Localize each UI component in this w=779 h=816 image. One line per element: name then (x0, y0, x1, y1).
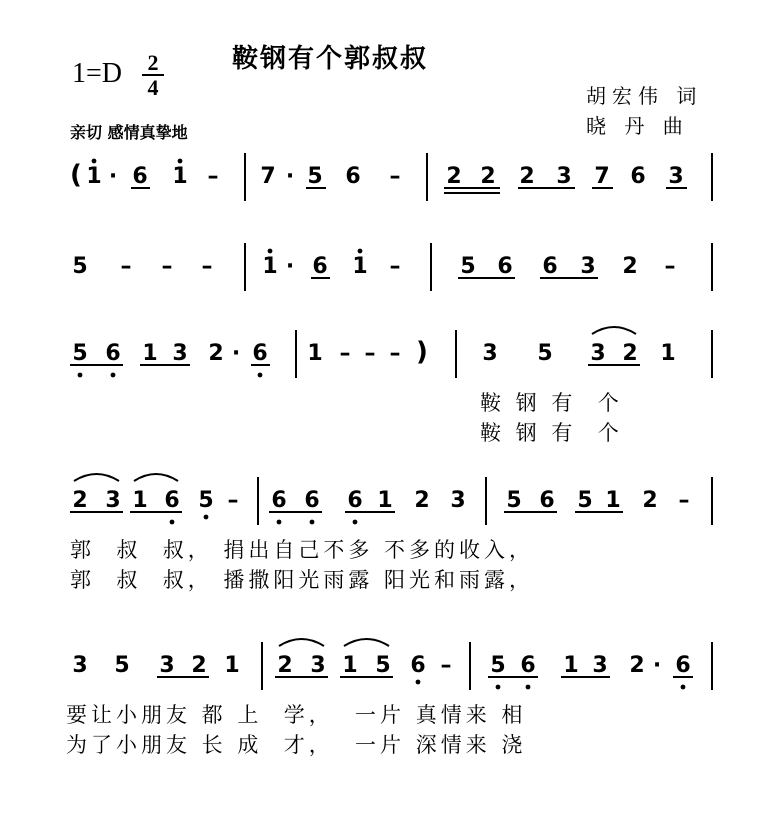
note: 1 (563, 653, 579, 678)
note: 1 (307, 341, 323, 366)
octave-dot-below (310, 520, 315, 525)
note: 2 (519, 164, 535, 189)
octave-dot-below (204, 515, 209, 520)
time-signature-top: 2 (147, 50, 159, 75)
note: 1 (342, 653, 358, 678)
note: 3 (482, 341, 498, 366)
bracket: ) (416, 337, 428, 367)
slur (74, 474, 119, 481)
slur (592, 327, 636, 334)
note: 6 (271, 488, 287, 513)
note: 5 (114, 653, 130, 678)
octave-dot-below (78, 373, 83, 378)
dash-mark: – (364, 341, 376, 366)
note: 3 (450, 488, 466, 513)
dash-mark: – (389, 341, 401, 366)
lyricist-credit: 胡宏伟 词 (586, 84, 703, 108)
octave-dot-below (681, 685, 686, 690)
note: 1 (377, 488, 393, 513)
lyric-line: 为了小朋友 长 成 才， 一片 深情来 浇 (66, 733, 527, 757)
note: 6 (630, 164, 646, 189)
note: 2 (208, 341, 224, 366)
composer-credit: 晓 丹 曲 (586, 114, 689, 138)
note: 2 (277, 653, 293, 678)
page-title: 鞍钢有个郭叔叔 (232, 44, 429, 74)
note: 3 (590, 341, 606, 366)
dot-mark: · (285, 254, 295, 279)
note: 5 (198, 488, 214, 513)
dash-mark: – (678, 488, 690, 513)
note: 5 (537, 341, 553, 366)
note: 6 (132, 164, 148, 189)
note: 2 (622, 254, 638, 279)
dot-mark: · (652, 653, 662, 678)
dash-mark: – (664, 254, 676, 279)
note: 2 (629, 653, 645, 678)
note: 1 (605, 488, 621, 513)
lyric-line: 要让小朋友 都 上 学， 一片 真情来 相 (66, 703, 527, 727)
octave-dot-below (416, 680, 421, 685)
note: 1 (172, 164, 188, 189)
note: 5 (307, 164, 323, 189)
note: 1 (224, 653, 240, 678)
note: 5 (460, 254, 476, 279)
octave-dot-below (258, 373, 263, 378)
lyric-line: 郭 叔 叔， 捐出自己不多 不多的收入， (70, 538, 535, 562)
note: 2 (622, 341, 638, 366)
octave-dot-below (170, 520, 175, 525)
octave-dot-above (92, 159, 97, 164)
note: 3 (592, 653, 608, 678)
slur (134, 474, 178, 481)
dash-mark: – (207, 164, 219, 189)
dash-mark: – (201, 254, 213, 279)
octave-dot-below (277, 520, 282, 525)
octave-dot-below (353, 520, 358, 525)
note: 5 (506, 488, 522, 513)
note: 5 (375, 653, 391, 678)
tempo-marking: 亲切 感情真挚地 (70, 123, 188, 142)
note: 1 (86, 164, 102, 189)
dash-mark: – (339, 341, 351, 366)
dash-mark: – (389, 254, 401, 279)
note: 2 (191, 653, 207, 678)
lyric-line: 郭 叔 叔， 播撒阳光雨露 阳光和雨露， (70, 568, 535, 592)
time-signature-bottom: 4 (147, 75, 159, 100)
dash-mark: – (161, 254, 173, 279)
note: 2 (480, 164, 496, 189)
note: 3 (159, 653, 175, 678)
note: 6 (675, 653, 691, 678)
dash-mark: – (120, 254, 132, 279)
note: 2 (446, 164, 462, 189)
note: 1 (132, 488, 148, 513)
note: 5 (72, 341, 88, 366)
dot-mark: · (285, 164, 295, 189)
dash-mark: – (227, 488, 239, 513)
note: 6 (497, 254, 513, 279)
note: 6 (410, 653, 426, 678)
note: 3 (580, 254, 596, 279)
note: 7 (594, 164, 610, 189)
note: 1 (660, 341, 676, 366)
octave-dot-above (358, 249, 363, 254)
dot-mark: · (231, 341, 241, 366)
note: 6 (539, 488, 555, 513)
note: 3 (556, 164, 572, 189)
slur (279, 639, 324, 646)
note: 1 (352, 254, 368, 279)
note: 6 (252, 341, 268, 366)
note: 3 (105, 488, 121, 513)
note: 6 (520, 653, 536, 678)
note: 5 (72, 254, 88, 279)
note: 2 (642, 488, 658, 513)
lyric-line: 鞍 钢 有 个 (480, 391, 623, 415)
note: 3 (72, 653, 88, 678)
note: 6 (542, 254, 558, 279)
note: 6 (105, 341, 121, 366)
note: 6 (164, 488, 180, 513)
key-signature: 1=D (72, 58, 123, 89)
slur (344, 639, 389, 646)
note: 3 (668, 164, 684, 189)
note: 2 (72, 488, 88, 513)
note: 2 (414, 488, 430, 513)
note: 7 (260, 164, 276, 189)
dash-mark: – (389, 164, 401, 189)
octave-dot-below (111, 373, 116, 378)
note: 3 (310, 653, 326, 678)
note: 5 (577, 488, 593, 513)
bracket: ( (70, 160, 82, 190)
note: 6 (312, 254, 328, 279)
octave-dot-below (496, 685, 501, 690)
note: 6 (347, 488, 363, 513)
dot-mark: · (108, 164, 118, 189)
lyric-line: 鞍 钢 有 个 (480, 421, 623, 445)
note: 6 (345, 164, 361, 189)
note: 6 (304, 488, 320, 513)
note: 1 (142, 341, 158, 366)
octave-dot-below (526, 685, 531, 690)
note: 5 (490, 653, 506, 678)
octave-dot-above (178, 159, 183, 164)
dash-mark: – (440, 653, 452, 678)
note: 1 (262, 254, 278, 279)
octave-dot-above (268, 249, 273, 254)
note: 3 (172, 341, 188, 366)
